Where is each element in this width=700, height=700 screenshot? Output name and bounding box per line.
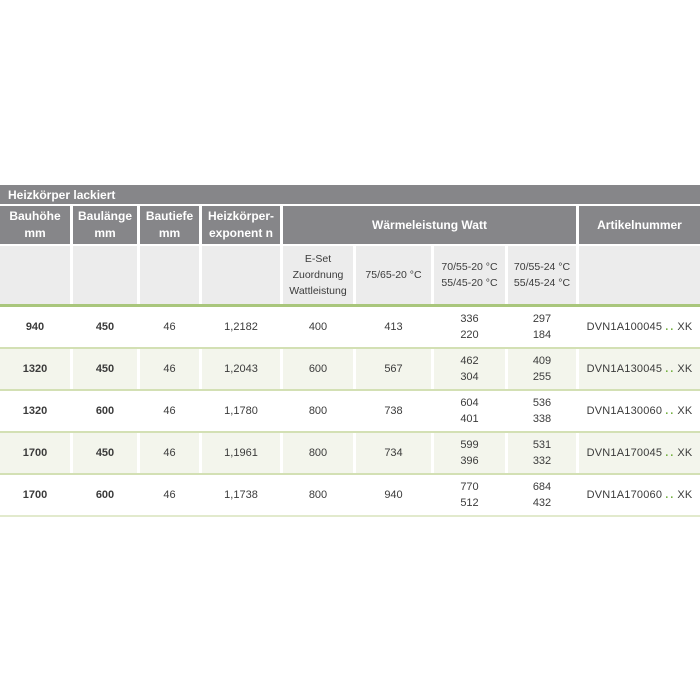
- cell-eset: 800: [283, 391, 353, 431]
- cell-exponent: 1,1961: [202, 433, 280, 473]
- subheader-label: 70/55-24 °C: [513, 260, 571, 273]
- artikel-placeholder-dots: ..: [665, 446, 676, 459]
- cell-bautiefe: 46: [140, 349, 199, 389]
- cell-7055-20: [434, 391, 505, 431]
- subheader-label: 55/45-24 °C: [513, 277, 571, 289]
- value-line: 220: [460, 329, 479, 341]
- column-header-artikelnummer: [579, 206, 700, 244]
- cell-7055-20: [434, 475, 505, 515]
- value-line: 599: [460, 438, 479, 451]
- cell-artikelnummer: [579, 391, 700, 431]
- table-row: [0, 307, 700, 347]
- cell-artikelnummer: [579, 433, 700, 473]
- value-line: 304: [460, 371, 479, 383]
- cell-7055-24: [508, 307, 576, 347]
- column-unit: mm: [94, 226, 116, 240]
- artikel-base: DVN1A170045: [586, 446, 663, 459]
- cell-7565: 940: [356, 475, 431, 515]
- value-line: 396: [460, 455, 479, 467]
- value-line: 184: [532, 329, 552, 341]
- cell-artikelnummer: [579, 307, 700, 347]
- value-line: 332: [532, 455, 552, 467]
- cell-7055-20: [434, 307, 505, 347]
- cell-bauhoehe: 1320: [0, 349, 70, 389]
- column-header-bauhoehe: [0, 206, 70, 244]
- table-bottom-border: [0, 515, 700, 517]
- value-line: 604: [460, 396, 479, 409]
- table-row: [0, 349, 700, 389]
- cell-7055-24: [508, 349, 576, 389]
- subheader-empty-cell: [73, 246, 137, 304]
- subheader-row: [0, 246, 700, 304]
- value-line: 462: [460, 354, 479, 367]
- artikel-suffix: XK: [677, 320, 693, 333]
- column-label: exponent n: [208, 226, 273, 240]
- column-header-exponent: [202, 206, 280, 244]
- cell-7055-24: [508, 391, 576, 431]
- value-line: 297: [532, 312, 552, 325]
- subheader-empty-cell: [202, 246, 280, 304]
- subheader-label: 75/65-20 °C: [365, 268, 422, 281]
- cell-eset: 400: [283, 307, 353, 347]
- artikel-base: DVN1A170060: [586, 488, 663, 501]
- table-row: [0, 391, 700, 431]
- cell-baulaenge: 450: [73, 349, 137, 389]
- cell-bautiefe: 46: [140, 475, 199, 515]
- cell-bauhoehe: 1320: [0, 391, 70, 431]
- cell-7565: 734: [356, 433, 431, 473]
- cell-exponent: 1,1780: [202, 391, 280, 431]
- column-unit: mm: [158, 226, 181, 240]
- cell-artikelnummer: [579, 349, 700, 389]
- column-label: Wärmeleistung Watt: [372, 217, 487, 232]
- cell-eset: 800: [283, 475, 353, 515]
- cell-7055-24: [508, 475, 576, 515]
- subheader-label: Wattleistung: [289, 285, 347, 298]
- value-line: 536: [532, 396, 552, 409]
- artikel-placeholder-dots: ..: [665, 404, 676, 417]
- artikel-base: DVN1A130045: [586, 362, 663, 375]
- value-line: 531: [532, 438, 552, 451]
- artikel-placeholder-dots: ..: [665, 362, 676, 375]
- cell-7565: 413: [356, 307, 431, 347]
- column-unit: mm: [24, 226, 46, 240]
- cell-eset: 800: [283, 433, 353, 473]
- cell-bauhoehe: 1700: [0, 475, 70, 515]
- subheader-empty-cell: [140, 246, 199, 304]
- cell-artikelnummer: [579, 475, 700, 515]
- cell-baulaenge: 450: [73, 433, 137, 473]
- radiator-spec-table: [0, 185, 700, 517]
- cell-baulaenge: 600: [73, 475, 137, 515]
- artikel-base: DVN1A130060: [586, 404, 663, 417]
- subheader-label: Zuordnung: [292, 268, 344, 281]
- value-line: 255: [532, 371, 552, 383]
- value-line: 512: [460, 497, 479, 509]
- column-header-baulaenge: [73, 206, 137, 244]
- cell-7565: 567: [356, 349, 431, 389]
- column-header-row: [0, 206, 700, 244]
- subheader-7055-24: [508, 246, 576, 304]
- subheader-7565: [356, 246, 431, 304]
- value-line: 336: [460, 312, 479, 325]
- cell-7565: 738: [356, 391, 431, 431]
- value-line: 338: [532, 413, 552, 425]
- artikel-base: DVN1A100045: [586, 320, 663, 333]
- table-title-bar: [0, 185, 700, 204]
- column-label: Artikelnummer: [597, 217, 682, 232]
- cell-bauhoehe: 1700: [0, 433, 70, 473]
- value-line: 770: [460, 480, 479, 493]
- value-line: 409: [532, 354, 552, 367]
- artikel-suffix: XK: [677, 446, 693, 459]
- cell-bauhoehe: 940: [0, 307, 70, 347]
- cell-baulaenge: 450: [73, 307, 137, 347]
- value-line: 432: [532, 497, 552, 509]
- table-row: [0, 475, 700, 515]
- cell-bautiefe: 46: [140, 307, 199, 347]
- table-title: Heizkörper lackiert: [8, 187, 116, 202]
- value-line: 401: [460, 413, 479, 425]
- cell-bautiefe: 46: [140, 433, 199, 473]
- cell-bautiefe: 46: [140, 391, 199, 431]
- cell-7055-20: [434, 349, 505, 389]
- subheader-label: 55/45-20 °C: [441, 277, 498, 289]
- artikel-suffix: XK: [677, 404, 693, 417]
- subheader-empty-cell: [0, 246, 70, 304]
- cell-7055-24: [508, 433, 576, 473]
- column-label: Baulänge: [77, 209, 132, 224]
- value-line: 684: [532, 480, 552, 493]
- cell-exponent: 1,2043: [202, 349, 280, 389]
- column-label: Heizkörper-: [207, 209, 275, 224]
- artikel-suffix: XK: [677, 362, 693, 375]
- artikel-placeholder-dots: ..: [665, 488, 676, 501]
- column-header-waermeleistung: [283, 206, 576, 244]
- cell-7055-20: [434, 433, 505, 473]
- column-header-bautiefe: [140, 206, 199, 244]
- subheader-label: 70/55-20 °C: [441, 260, 498, 273]
- subheader-empty-cell: [579, 246, 700, 304]
- column-label: Bauhöhe: [9, 209, 61, 224]
- subheader-label: E-Set: [304, 252, 332, 265]
- artikel-placeholder-dots: ..: [665, 320, 676, 333]
- cell-baulaenge: 600: [73, 391, 137, 431]
- subheader-eset: [283, 246, 353, 304]
- table-row: [0, 433, 700, 473]
- cell-exponent: 1,1738: [202, 475, 280, 515]
- cell-eset: 600: [283, 349, 353, 389]
- cell-exponent: 1,2182: [202, 307, 280, 347]
- column-label: Bautiefe: [145, 209, 194, 224]
- artikel-suffix: XK: [677, 488, 693, 501]
- subheader-7055-20: [434, 246, 505, 304]
